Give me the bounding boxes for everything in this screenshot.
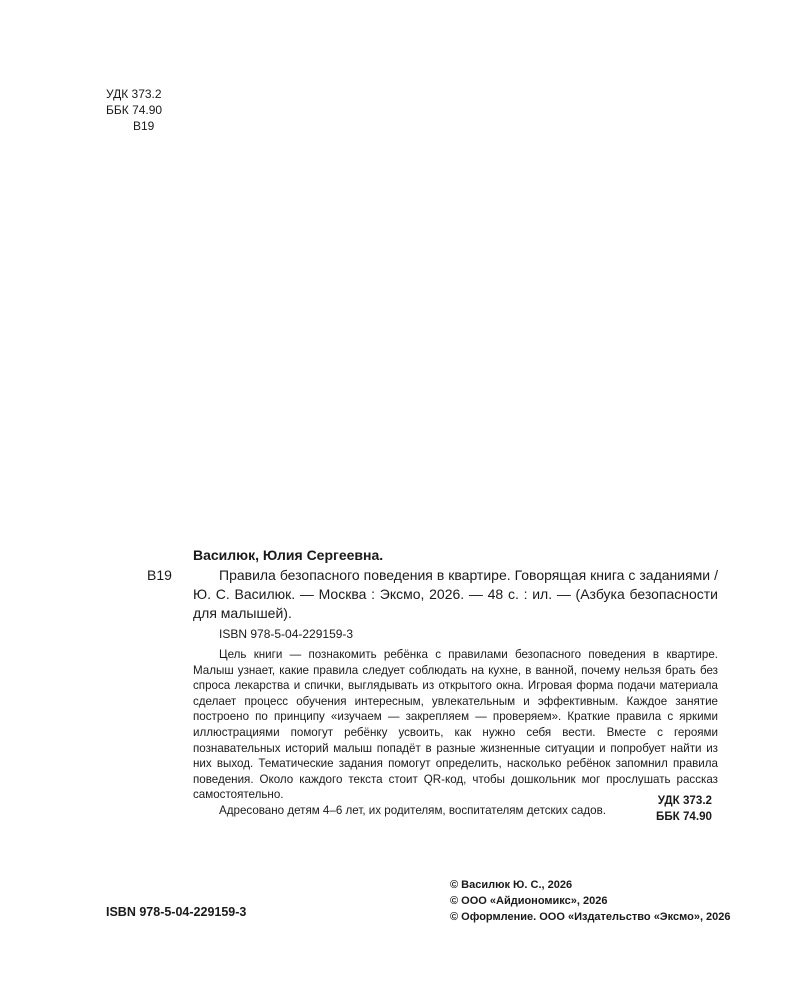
classification-codes-bottom: [560, 793, 712, 825]
isbn-line: ISBN 978-5-04-229159-3: [219, 627, 354, 641]
udk-code: УДК 373.2: [106, 87, 162, 101]
annotation-paragraph: Цель книги — познакомить ребёнка с правилами безопасного поведения в квартире. Малыш узнает, какие правила следует соблюдать на кухне, в ванной, почему нельзя брать без спроса лекарства и спички, выглядывать из открытого окна. Игровая форма подачи материала сделает процесс обучения интересным, увлекательным и эффективным. Каждое занятие построено по принципу «изучаем — закрепляем — проверяем». Краткие правила с яркими иллюстрациями помогут ребёнку усвоить, как нужно себя вести. Вместе с героями познавательных историй малыш попадёт в разные жизненные ситуации и попробует найти из них выход. Тематические задания помогут определить, насколько ребёнок запомнил правила поведения. Около каждого текста стоит QR-код, чтобы дошкольник мог прослушать рассказ самостоятельно.: [193, 648, 718, 802]
classification-codes-top: [106, 86, 162, 134]
entry-description: Правила безопасного поведения в квартире. Говорящая книга с заданиями / Ю. С. Василюк. — Москва : Эксмо, 2026. — 48 с. : ил. — (Азбука безопасности для малышей).: [193, 567, 718, 621]
entry-author-mark: В19: [147, 567, 172, 583]
entry-author: Василюк, Юлия Сергеевна.: [193, 547, 384, 563]
bbk-code-bottom: ББК 74.90: [656, 810, 712, 823]
isbn-bottom: ISBN 978-5-04-229159-3: [106, 905, 247, 919]
annotation-audience: Адресовано детям 4–6 лет, их родителям, воспитателям детских садов.: [219, 803, 606, 817]
copyright-block: [450, 877, 731, 925]
bbk-code: ББК 74.90: [106, 103, 163, 117]
copyright-company: © ООО «Айдиономикс», 2026: [450, 895, 608, 907]
udk-code-bottom: УДК 373.2: [657, 794, 712, 807]
author-mark: В19: [133, 119, 155, 133]
copyright-design: © Оформление. ООО «Издательство «Эксмо», 2026: [450, 911, 731, 923]
copyright-author: © Василюк Ю. С., 2026: [450, 879, 573, 891]
